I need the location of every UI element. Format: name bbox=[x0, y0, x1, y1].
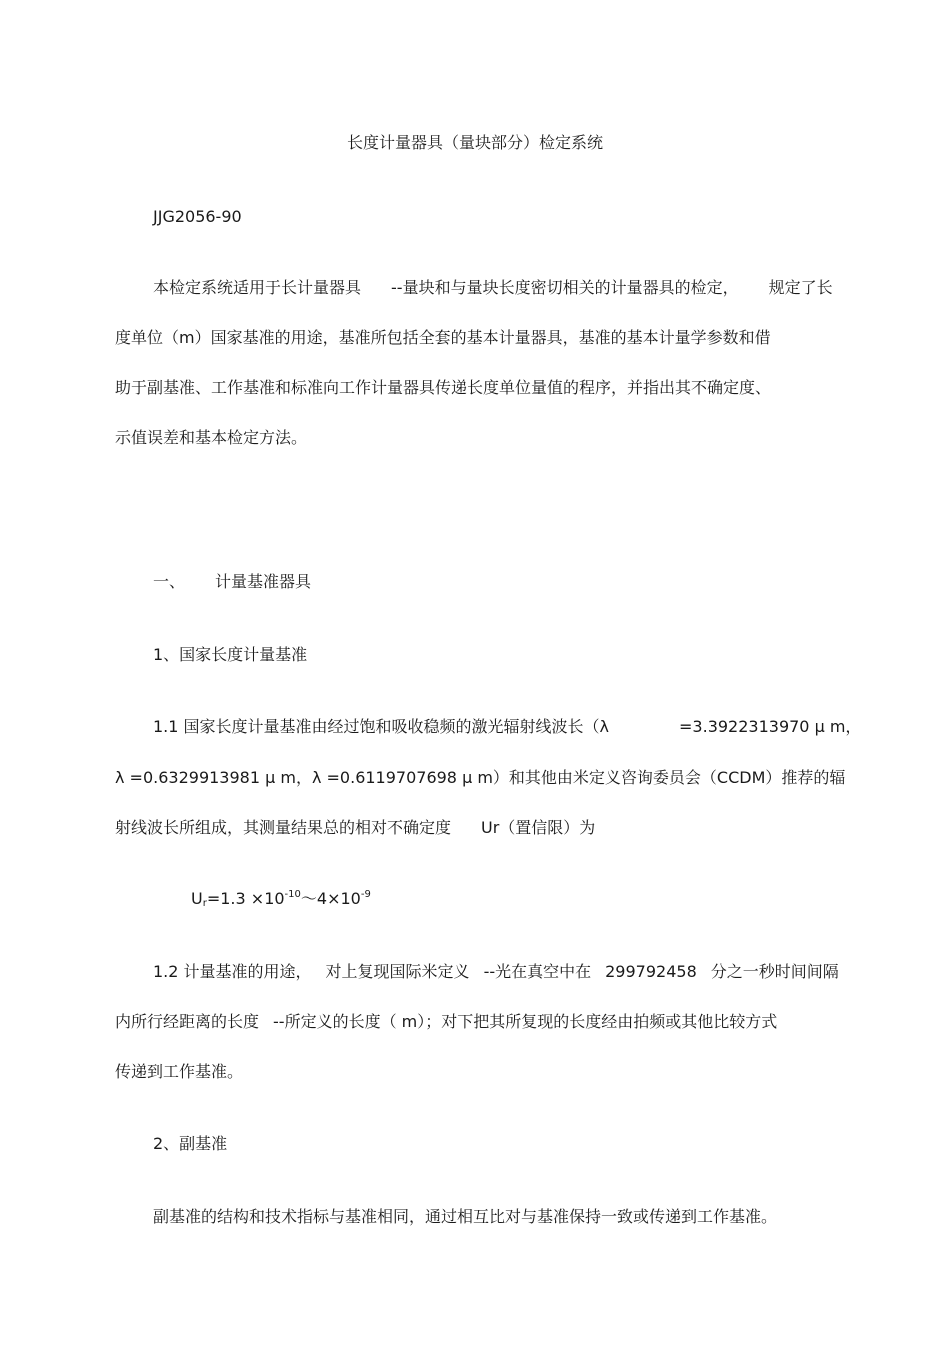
formula-mid: =1.3 ×10 bbox=[206, 889, 285, 908]
intro-text-1b: --量块和与量块长度密切相关的计量器具的检定， bbox=[391, 278, 739, 297]
formula-u-subscript: r bbox=[202, 898, 207, 909]
para-1-2-line-2 bbox=[115, 1011, 777, 1033]
formula-exponent-2: -9 bbox=[360, 889, 371, 900]
formula-u: U bbox=[191, 889, 203, 908]
document-title: 长度计量器具（量块部分）检定系统 bbox=[346, 133, 603, 152]
para-1-2-text-d: 分之一秒时间间隔 bbox=[710, 962, 839, 981]
para-1-2-line-1 bbox=[153, 961, 839, 983]
intro-line-4: 示值误差和基本检定方法。 bbox=[115, 428, 308, 447]
para-1-2-number: 299792458 bbox=[605, 962, 697, 981]
intro-line-3: 助于副基准、工作基准和标准向工作计量器具传递长度单位量值的程序，并指出其不确定度、 bbox=[115, 378, 772, 397]
para-1-1-line-3 bbox=[115, 817, 595, 839]
para-1-1-text-c: 射线波长所组成，其测量结果总的相对不确定度 bbox=[115, 818, 452, 837]
para-1-1-text-b: =3.3922313970 μ m， bbox=[679, 717, 862, 736]
para-1-1-text-d: Ur（置信限）为 bbox=[481, 818, 596, 837]
para-1-2-text-a: 1.2 计量基准的用途， bbox=[153, 962, 312, 981]
formula-exponent-1: -10 bbox=[284, 889, 301, 900]
para-1-1-line-1 bbox=[153, 716, 861, 738]
formula-tilde: ～4×10 bbox=[300, 889, 361, 908]
para-1-2-line-3: 传递到工作基准。 bbox=[115, 1062, 244, 1081]
uncertainty-formula bbox=[191, 888, 371, 910]
intro-line-2: 度单位（m）国家基准的用途，基准所包括全套的基本计量器具，基准的基本计量学参数和借 bbox=[115, 328, 771, 347]
para-1-2-text-b: 对上复现国际米定义 bbox=[325, 962, 470, 981]
standard-code: JJG2056-90 bbox=[153, 207, 242, 226]
section-1-heading bbox=[153, 571, 311, 593]
subsection-1-heading: 1、国家长度计量基准 bbox=[153, 645, 308, 664]
para-1-2-text-e: 内所行经距离的长度 bbox=[115, 1012, 260, 1031]
para-1-1-line-2: λ =0.6329913981 μ m，λ =0.6119707698 μ m）和其他由米定义咨询委员会（CCDM）推荐的辐 bbox=[115, 768, 846, 787]
section-1-title: 计量基准器具 bbox=[215, 572, 312, 591]
intro-line-1 bbox=[153, 277, 833, 299]
para-1-2-text-f: --所定义的长度（ m）；对下把其所复现的长度经由拍频或其他比较方式 bbox=[273, 1012, 778, 1031]
intro-text-1a: 本检定系统适用于长计量器具 bbox=[153, 278, 362, 297]
para-1-1-text-a: 1.1 国家长度计量基准由经过饱和吸收稳频的激光辐射线波长（λ bbox=[153, 717, 610, 736]
subsection-2-heading: 2、副基准 bbox=[153, 1134, 228, 1153]
para-2-line-1: 副基准的结构和技术指标与基准相同，通过相互比对与基准保持一致或传递到工作基准。 bbox=[153, 1207, 778, 1226]
para-1-2-text-c: --光在真空中在 bbox=[483, 962, 592, 981]
section-1-number: 一、 bbox=[153, 572, 186, 591]
intro-text-1c: 规定了长 bbox=[768, 278, 833, 297]
